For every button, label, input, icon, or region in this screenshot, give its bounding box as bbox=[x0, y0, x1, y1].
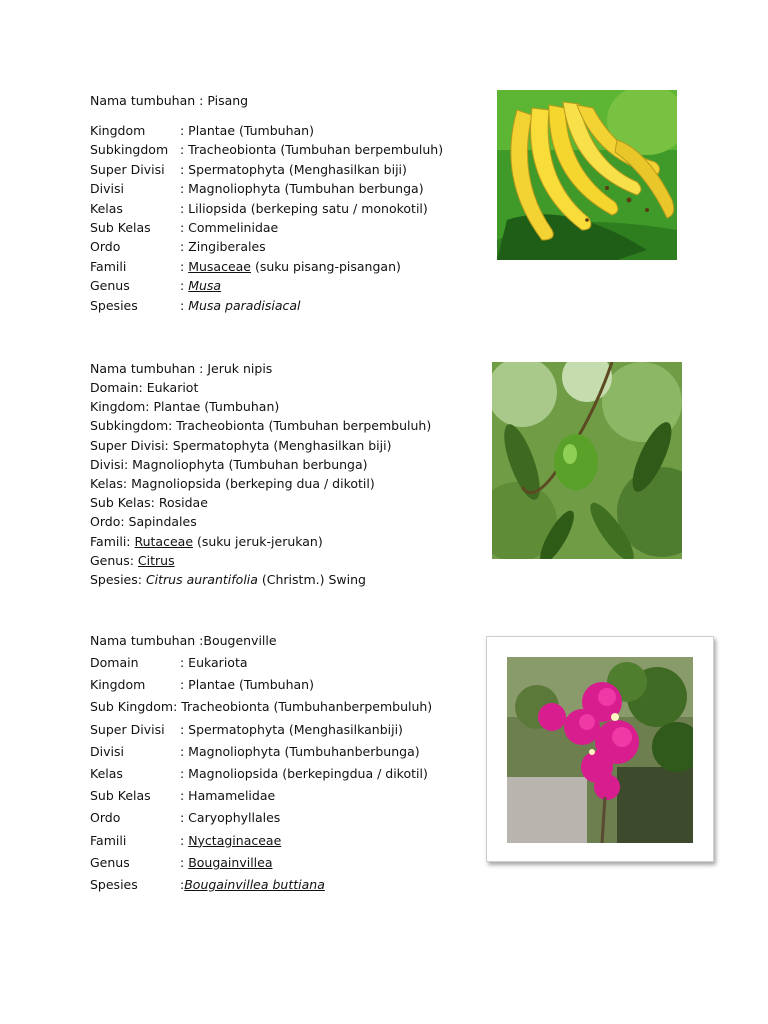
row-label: Kingdom bbox=[90, 123, 146, 138]
row-note: (suku pisang-pisangan) bbox=[250, 258, 401, 274]
classification-row: Domain: Eukariot bbox=[90, 380, 199, 395]
row-label: Sub Kelas bbox=[90, 788, 151, 804]
classification-row bbox=[90, 698, 432, 716]
classification-row bbox=[90, 876, 325, 894]
row-value: : Magnoliophyta (Tumbuhanberbunga) bbox=[180, 743, 420, 759]
lime-photo bbox=[492, 362, 682, 559]
banana-photo bbox=[497, 90, 677, 260]
row-value: : Eukariota bbox=[180, 655, 248, 670]
row-value: : Tracheobionta (Tumbuhanberpembuluh) bbox=[173, 699, 433, 715]
jeruk-famili-row bbox=[90, 533, 323, 551]
classification-row bbox=[90, 832, 281, 850]
genus-value: Citrus bbox=[137, 553, 175, 568]
bougainvillea-photo bbox=[507, 657, 693, 843]
classification-row bbox=[90, 141, 443, 159]
row-label: Ordo bbox=[90, 239, 121, 255]
row-value: : Hamamelidae bbox=[180, 788, 276, 804]
row-label: Sub Kingdom bbox=[90, 699, 174, 715]
classification-row bbox=[90, 787, 275, 805]
pisang-title: Nama tumbuhan : Pisang bbox=[90, 93, 249, 108]
genus-label: Genus: bbox=[90, 553, 138, 568]
classification-row bbox=[90, 743, 420, 761]
row-value: : Spermatophyta (Menghasilkanbiji) bbox=[180, 721, 403, 737]
classification-row: Subkingdom: Tracheobionta (Tumbuhan berpembuluh) bbox=[90, 418, 432, 434]
row-value: Bougainvillea bbox=[188, 854, 273, 870]
row-colon: : bbox=[180, 877, 185, 892]
classification-row: Kelas: Magnoliopsida (berkeping dua / dikotil) bbox=[90, 476, 375, 491]
spesies-label: Spesies: bbox=[90, 572, 146, 587]
classification-row: Ordo: Sapindales bbox=[90, 514, 197, 530]
row-colon: : bbox=[180, 832, 189, 848]
famili-label: Famili: bbox=[90, 534, 135, 549]
row-colon: : bbox=[180, 278, 189, 294]
row-value: Musa paradisiacal bbox=[188, 297, 301, 313]
row-value: : Liliopsida (berkeping satu / monokotil) bbox=[180, 200, 428, 216]
row-value: : Zingiberales bbox=[180, 239, 266, 255]
spesies-author: (Christm.) Swing bbox=[257, 572, 366, 587]
classification-row bbox=[90, 200, 428, 218]
famili-note: (suku jeruk-jerukan) bbox=[193, 534, 323, 549]
row-colon: : bbox=[180, 258, 189, 274]
row-value: : Plantae (Tumbuhan) bbox=[180, 123, 314, 138]
row-value: Nyctaginaceae bbox=[188, 832, 282, 848]
classification-row bbox=[90, 161, 407, 179]
row-value: : Plantae (Tumbuhan) bbox=[180, 677, 314, 693]
row-label: Kingdom bbox=[90, 677, 146, 693]
classification-row: Sub Kelas: Rosidae bbox=[90, 495, 208, 511]
classification-row bbox=[90, 180, 424, 198]
classification-row bbox=[90, 277, 221, 295]
classification-row bbox=[90, 258, 401, 276]
row-value: : Magnoliopsida (berkepingdua / dikotil) bbox=[180, 766, 428, 781]
row-value: : Caryophyllales bbox=[180, 810, 281, 826]
row-label: Kelas bbox=[90, 766, 123, 781]
classification-row bbox=[90, 721, 403, 739]
row-label: Ordo bbox=[90, 810, 121, 826]
row-colon: : bbox=[180, 854, 189, 870]
row-value: : Spermatophyta (Menghasilkan biji) bbox=[180, 161, 407, 177]
classification-row bbox=[90, 238, 266, 256]
row-value: Musa bbox=[188, 278, 222, 294]
classification-row bbox=[90, 219, 278, 237]
row-label: Famili bbox=[90, 258, 127, 274]
classification-row: Divisi: Magnoliophyta (Tumbuhan berbunga) bbox=[90, 456, 368, 472]
classification-row bbox=[90, 809, 280, 827]
row-value: Bougainvillea buttiana bbox=[184, 877, 325, 892]
row-label: Divisi bbox=[90, 743, 124, 759]
classification-row bbox=[90, 654, 248, 672]
row-label: Famili bbox=[90, 832, 127, 848]
classification-row: Super Divisi: Spermatophyta (Menghasilkan biji) bbox=[90, 437, 392, 453]
row-label: Super Divisi bbox=[90, 161, 165, 177]
jeruk-genus-row bbox=[90, 552, 175, 570]
classification-row bbox=[90, 676, 314, 694]
classification-row bbox=[90, 122, 314, 140]
row-label: Domain bbox=[90, 655, 139, 670]
jeruk-spesies-row bbox=[90, 571, 366, 589]
row-label: Sub Kelas bbox=[90, 220, 151, 235]
row-value: : Magnoliophyta (Tumbuhan berbunga) bbox=[180, 181, 424, 197]
famili-value: Rutaceae bbox=[134, 534, 194, 549]
row-label: Super Divisi bbox=[90, 721, 165, 737]
row-label: Spesies bbox=[90, 877, 138, 892]
row-colon: : bbox=[180, 297, 189, 313]
row-label: Divisi bbox=[90, 181, 124, 197]
row-value: : Commelinidae bbox=[180, 220, 279, 235]
classification-row: Kingdom: Plantae (Tumbuhan) bbox=[90, 399, 280, 415]
row-value: : Tracheobionta (Tumbuhan berpembuluh) bbox=[180, 142, 444, 158]
row-label: Subkingdom bbox=[90, 142, 169, 158]
bougainvillea-photo-frame bbox=[486, 636, 714, 862]
row-label: Kelas bbox=[90, 200, 123, 216]
row-value: Musaceae bbox=[188, 258, 251, 274]
jeruk-title: Nama tumbuhan : Jeruk nipis bbox=[90, 361, 273, 376]
classification-row bbox=[90, 297, 301, 315]
classification-row bbox=[90, 854, 273, 872]
row-label: Genus bbox=[90, 854, 130, 870]
row-label: Spesies bbox=[90, 297, 138, 313]
classification-row bbox=[90, 765, 428, 783]
bougenville-title: Nama tumbuhan :Bougenville bbox=[90, 633, 277, 648]
row-label: Genus bbox=[90, 278, 130, 294]
spesies-value: Citrus aurantifolia bbox=[145, 572, 258, 587]
